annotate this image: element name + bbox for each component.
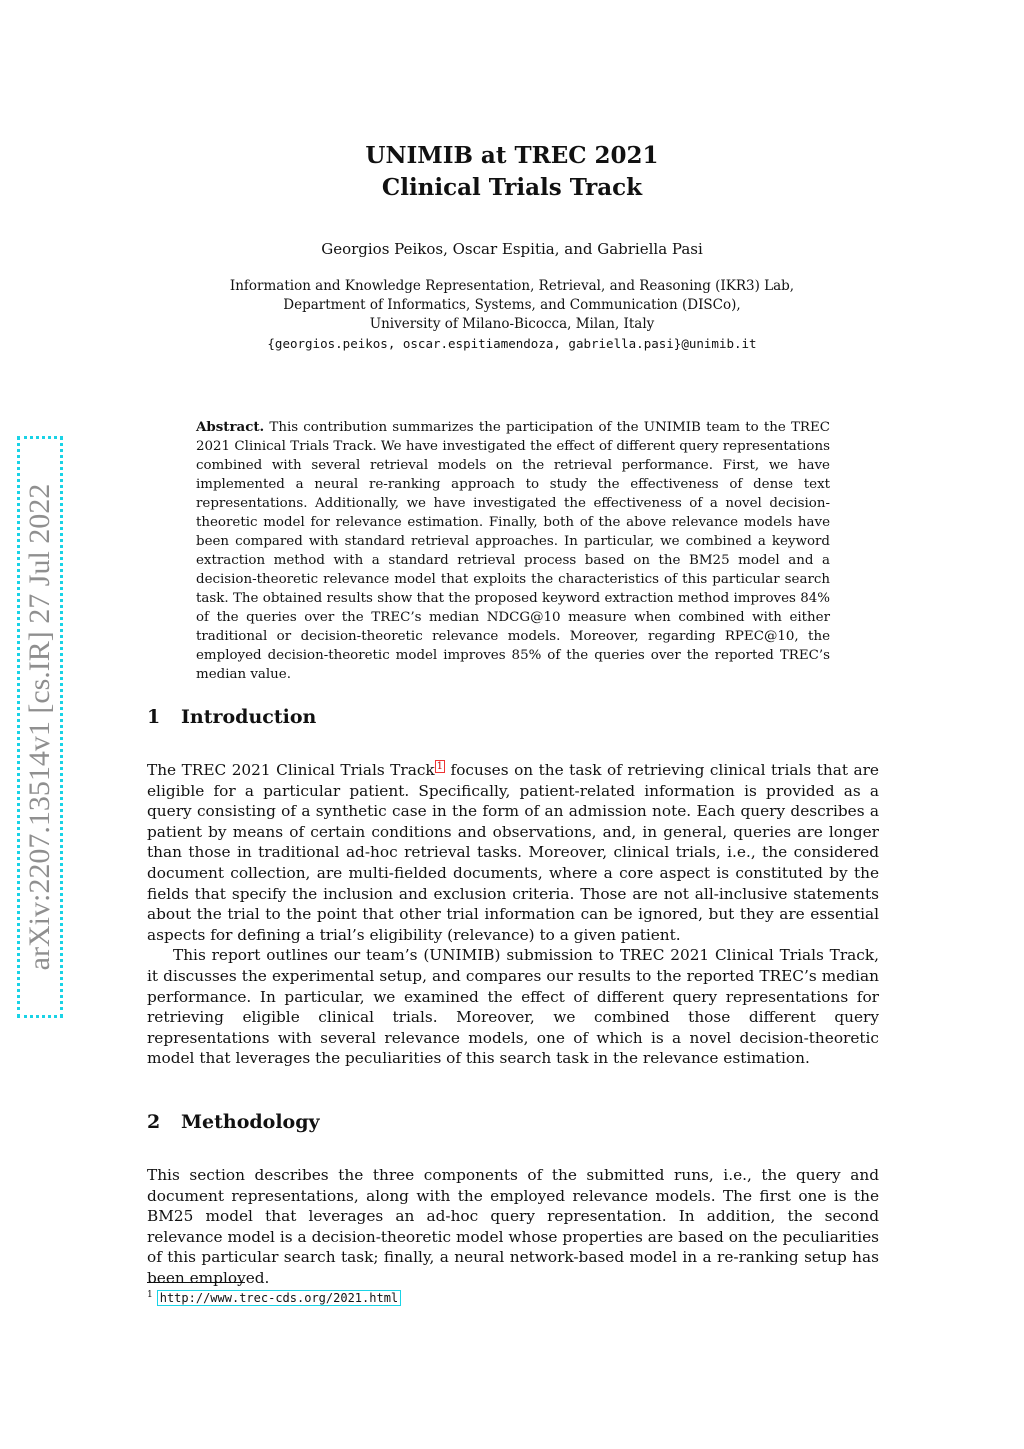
methodology-body: [147, 1165, 879, 1289]
intro-p1-start: The TREC 2021 Clinical Trials Track: [147, 761, 435, 779]
intro-p1-rest: focuses on the task of retrieving clinical trials that are eligible for a particular patient. Specifically, patient-related information is provided as a query consisting of a synthetic case in the form of an admission note. Each query describes a patient by means of certain conditions and observations, and, in general, queries are longer than those in traditional ad-hoc retrieval tasks. Moreover, clinical trials, i.e., the considered document collection, are multi-fielded documents, where a core aspect is constituted by the fields that specify the inclusion and exclusion criteria. Those are not all-inclusive statements about the trial to the point that other trial information can be ignored, but they are essential aspects for defining a trial’s eligibility (relevance) to a given patient.: [147, 761, 879, 944]
section-heading-methodology: [147, 1111, 320, 1133]
abstract-text: This contribution summarizes the participation of the UNIMIB team to the TREC 2021 Clinical Trials Track. We have investigated the effect of different query representations combined with several retrieval models on the retrieval performance. First, we have implemented a neural re-ranking approach to study the effectiveness of dense text representations. Additionally, we have investigated the effectiveness of a novel decision-theoretic model for relevance estimation. Finally, both of the above relevance models have been compared with standard retrieval approaches. In particular, we combined a keyword extraction method with a standard retrieval process based on the BM25 model and a decision-theoretic relevance model that exploits the characteristics of this particular search task. The obtained results show that the proposed keyword extraction method improves 84% of the queries over the TREC’s median NDCG@10 measure when combined with either traditional or decision-theoretic relevance models. Moreover, regarding RPEC@10, the employed decision-theoretic model improves 85% of the queries over the reported TREC’s median value.: [196, 420, 830, 682]
footnote: [147, 1290, 401, 1305]
abstract: [196, 418, 830, 684]
author-emails: {georgios.peikos, oscar.espitiamendoza, gabriella.pasi}@unimib.it: [267, 336, 757, 351]
section-title: Introduction: [181, 706, 317, 728]
abstract-label: Abstract.: [196, 419, 265, 435]
footnote-mark: 1: [147, 1290, 153, 1300]
affiliation-line-1: Information and Knowledge Representation, Retrieval, and Reasoning (IKR3) Lab,: [229, 278, 795, 294]
footnote-url-link[interactable]: http://www.trec-cds.org/2021.html: [157, 1290, 401, 1306]
paper-title: [0, 140, 1024, 204]
introduction-body: [147, 760, 879, 1069]
arxiv-stamp[interactable]: [17, 436, 63, 1018]
footnote-divider: [147, 1282, 245, 1283]
section-title: Methodology: [181, 1111, 320, 1133]
title-line-2: Clinical Trials Track: [381, 174, 643, 201]
authors: Georgios Peikos, Oscar Espitia, and Gabriella Pasi: [321, 240, 703, 258]
intro-paragraph-1: [147, 760, 879, 945]
title-line-1: UNIMIB at TREC 2021: [365, 142, 659, 169]
section-number: 1: [147, 706, 161, 728]
method-paragraph-1: This section describes the three components of the submitted runs, i.e., the query and document representations, along with the employed relevance models. The first one is the BM25 model that leverages an ad-hoc query representation. In addition, the second relevance model is a decision-theoretic model whose properties are based on the peculiarities of this particular search task; finally, a neural network-based model in a re-ranking setup has been employed.: [147, 1166, 879, 1287]
section-heading-introduction: [147, 706, 316, 728]
section-number: 2: [147, 1111, 161, 1133]
arxiv-stamp-text: arXiv:2207.13514v1 [cs.IR] 27 Jul 2022: [23, 483, 56, 971]
footnote-ref-link[interactable]: 1: [436, 760, 444, 772]
affiliation: [0, 277, 1024, 353]
intro-paragraph-2: This report outlines our team’s (UNIMIB) submission to TREC 2021 Clinical Trials Track, it discusses the experimental setup, and compares our results to the reported TREC’s median performance. In particular, we examined the effect of different query representations for retrieving eligible clinical trials. Moreover, we combined those different query representations with several relevance models, one of which is a novel decision-theoretic model that leverages the peculiarities of this search task in the relevance estimation.: [147, 946, 879, 1068]
affiliation-line-2: Department of Informatics, Systems, and Communication (DISCo),: [283, 297, 741, 313]
affiliation-line-3: University of Milano-Bicocca, Milan, Italy: [369, 316, 655, 332]
